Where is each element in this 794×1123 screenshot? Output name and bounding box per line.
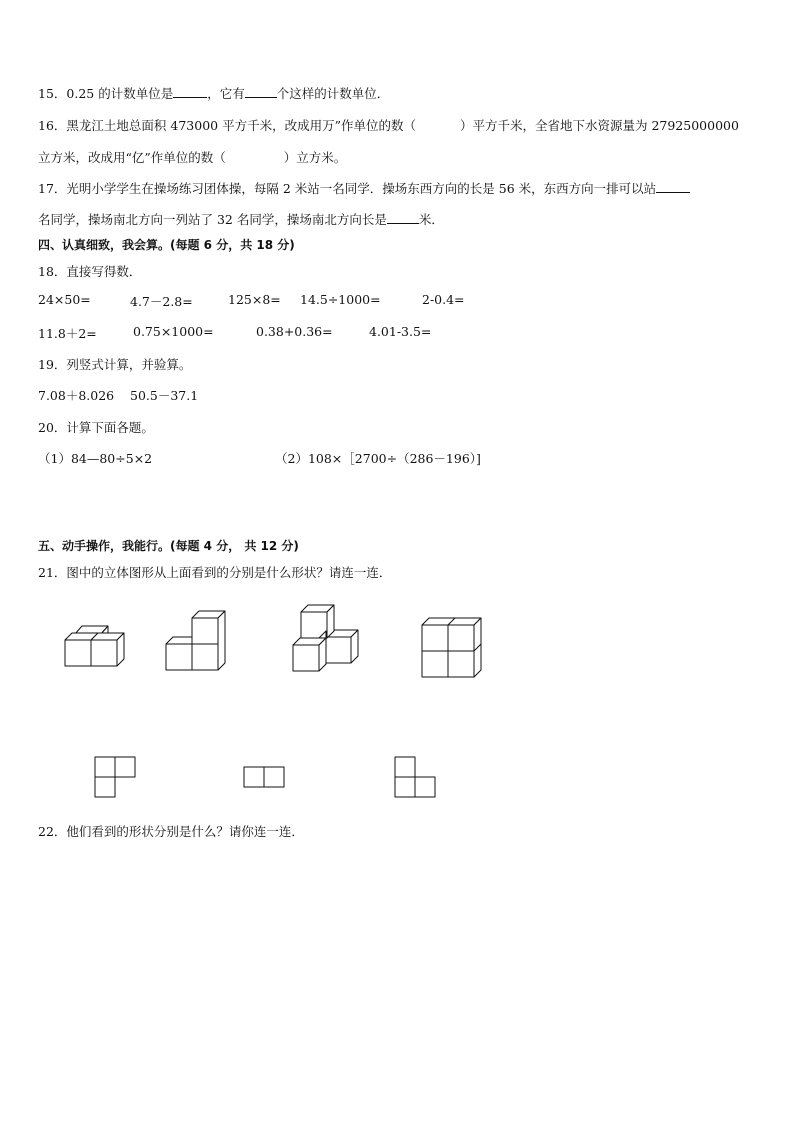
q18-expr: 0.38+0.36= xyxy=(256,324,333,339)
q20-item-2: （2）108×［2700÷（286－196）] xyxy=(275,451,481,466)
q15-text-b: ，它有 xyxy=(207,86,245,101)
q17-text-1: 17．光明小学学生在操场练习团体操，每隔 2 米站一名同学．操场东西方向的长是 56 米，东西方向一排可以站 xyxy=(38,181,657,196)
solid-figure-1 xyxy=(65,626,124,666)
question-20-title: 20．计算下面各题。 xyxy=(38,420,154,435)
question-19-title: 19．列竖式计算，并验算。 xyxy=(38,357,192,372)
q18-expr: 11.8＋2= xyxy=(38,326,97,341)
top-view-shape-1 xyxy=(95,757,135,797)
q16-text-2b: ）立方米。 xyxy=(283,150,347,165)
q20-item-1: （1）84—80÷5×2 xyxy=(38,451,153,466)
section-5-heading: 五、动手操作，我能行。(每题 4 分， 共 12 分) xyxy=(38,539,299,553)
q19-expr: 50.5－37.1 xyxy=(130,388,199,403)
question-21-title: 21．图中的立体图形从上面看到的分别是什么形状？请连一连． xyxy=(38,565,392,580)
solid-figure-3 xyxy=(293,605,358,671)
solid-figure-2 xyxy=(166,611,225,670)
q18-expr: 0.75×1000= xyxy=(133,324,214,339)
section-4-heading: 四、认真细致，我会算。(每题 6 分，共 18 分) xyxy=(38,238,295,252)
q15-text-c: 个这样的计数单位． xyxy=(276,86,390,101)
question-18-title: 18．直接写得数． xyxy=(38,264,142,279)
top-view-shape-3 xyxy=(395,757,435,797)
q16-text-2a: 立方米，改成用“亿”作单位的数（ xyxy=(38,150,226,165)
question-22-title: 22．他们看到的形状分别是什么？请你连一连． xyxy=(38,824,304,839)
q17-text-2a: 名同学，操场南北方向一列站了 32 名同学，操场南北方向长是 xyxy=(38,212,387,227)
q16-text-1a: 16．黑龙江土地总面积 473000 平方千米，改成用万”作单位的数（ xyxy=(38,118,416,133)
q18-expr: 14.5÷1000= xyxy=(300,292,381,307)
q18-expr: 2-0.4= xyxy=(422,292,465,307)
q17-text-2b: 米． xyxy=(418,212,444,227)
q15-text-a: 15．0.25 的计数单位是 xyxy=(38,86,174,101)
q16-text-1b: ）平方千米，全省地下水资源量为 27925000000 xyxy=(459,118,739,133)
q18-expr: 24×50= xyxy=(38,292,91,307)
q19-expr: 7.08＋8.026 xyxy=(38,388,115,403)
q18-expr: 4.7－2.8= xyxy=(130,294,193,309)
q18-expr: 125×8= xyxy=(228,292,281,307)
solid-figure-4 xyxy=(422,618,481,677)
q18-expr: 4.01-3.5= xyxy=(369,324,432,339)
top-view-shape-2 xyxy=(244,767,284,787)
